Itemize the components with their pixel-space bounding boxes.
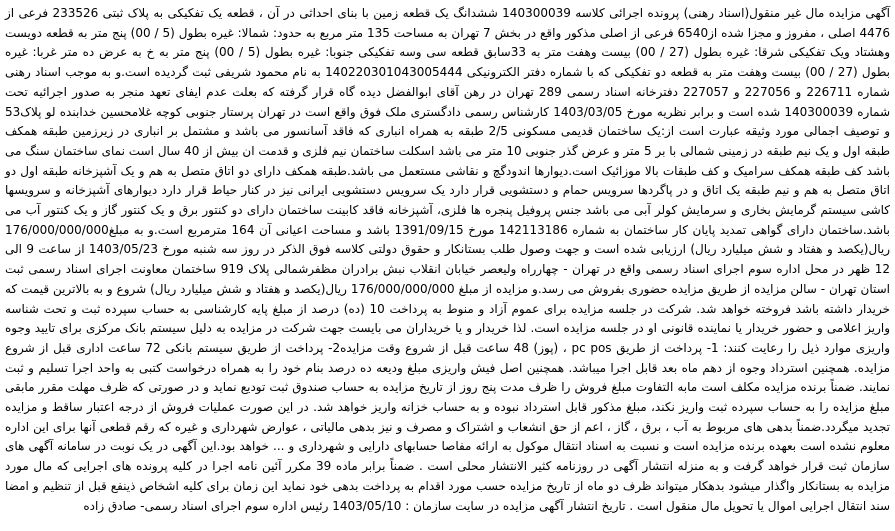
auction-notice-text: آگهی مزایده مال غیر منقول(اسناد رهنی) پرونده اجرائی کلاسه 140300039 ششدانگ یک قطعه زمین با بنای احداثی در آن ، قطعه یک تفکیکی به پلاک ثبتی 233526 فرعی از 4476 اصلی ، مفروز و مجزا شده از6540 فرعی از اصلی مذکور واقع در بخش 7 تهران به مساحت 135 متر مربع به حدود: شمالا: غیره بطول (5 / 00) پنج متر به قطعه دویست وهشتاد ویک تفکیکی شرقا: غیره بطول (27 / 00) بیست وهفت متر به 33سابق قطعه سی وسه تفکیکی جنوبا: غیره بطول (5 / 00) پنج متر به خ به عرض ده متر غربا: غیره بطول (27 / 00) بیست وهفت متر به قطعه دو تفکیکی که با شماره دفتر الکترونیکی 140220301043005444 به نام محمود شریفی ثبت گردیده است.و به موجب اسناد رهنی شماره 226711 و 227056 و 227057 دفترخانه اسناد رسمی 289 تهران در رهن آقای ابوالفضل دیده گاه قرار گرفته که بعلت عدم ایفای تعهد منجر به صدور اجرائیه تحت شماره 140300039 شده است و برابر نظریه مورخ 1403/03/05 کارشناس رسمی دادگستری ملک فوق واقع است در تهران پرستار جنوبی کوچه غلامحسین خدابنده لو پلاک53 و توصیف اجمالی مورد وثیقه عبارت است از:یک ساختمان قدیمی مسکونی 2/5 طبقه به همراه انباری که فاقد آسانسور می باشد و مشتمل بر انباری در زیرزمین طبقه همکف طبقه اول و یک نیم طبقه در زمینی شمالی با بر 5 متر و عرض گذر جنوبی 10 متر می باشد اسکلت ساختمان نیم فلزی و قدمت ان بیش از 40 سال است نمای ساختمان سنگ می باشد کف طبقه همکف سرامیک و کف طبقات بالا موزائیک است.دیوارها اندودگچ و نقاشی مستعمل می باشد.طبقه همکف دارای دو اتاق متصل به هم و یک آشپزخانه طبقه اول دو اتاق متصل به هم و نیم طبقه یک اتاق و در پاگردها سرویس حمام و دستشویی قرار دارد یک سرویس دستشویی ایرانی نیز در کنار حیاط قرار دارد دیوارهای آشپزخانه و سرویسها کاشی سیستم گرمایش بخاری و سرمایش کولر آبی می باشد جنس پروفیل پنجره ها فلزی، آشپزخانه فاقد کابینت ساختمان دارای دو کنتور برق و یک کنتور گاز و یک کنتور آب می باشد.ساختمان دارای گواهی تمدید پایان کار ساختمان به شماره 142113186 مورخ 1391/09/15 باشد و مساحت اعیانی آن 164 مترمربع است.و به مبلغ176/000/000/000 ریال(یکصد و هفتاد و شش میلیارد ریال) ارزیابی شده است و جهت وصول طلب بستانکار و حقوق دولتی کلاسه فوق الذکر در روز سه شنبه مورخ 1403/05/23 از ساعت 9 الی 12 ظهر در محل اداره سوم اجرای اسناد رسمی واقع در تهران - چهارراه ولیعصر خیابان انقلاب نبش برادران مظفرشمالی پلاک 919 ساختمان معاونت اجرای اسناد رسمی ثبت استان تهران - سالن مزایده از طریق مزایده حضوری بفروش می رسد.و مزایده از مبلغ 176/000/000/000 ریال(یکصد و هفتاد و شش میلیارد ریال) شروع و به بالاترین قیمت که خریدار داشته باشد فروخته خواهد شد. شرکت در جلسه مزایده برای عموم آزاد و منوط به پرداخت 10 (ده) درصد از مبلغ پایه کارشناسی به حساب سپرده ثبت و تحت شناسه واریز اعلامی و حضور خریدار یا نماینده قانونی او در جلسه مزایده است. لذا خریدار و یا خریداران می بایست جهت شرکت در مزایده به دلیل سیستم بانک مرکزی برای تایید وجوه واریزی موارد ذیل را رعایت کنند: 1- پرداخت از طریق pc pos ، (پوز) 48 ساعت قبل از شروع وقت مزایده2- پرداخت از طریق سیستم بانکی 72 ساعت اداری قبل از شروع مزایده. همچنین استرداد وجوه از دهم ماه بعد قابل اجرا میباشد. همچنین اصل فیش واریزی مبلغ ودیعه ده درصد بنام خود را به همراه درخواست کتبی به واحد اجرا تسلیم و ثبت نمایند. ضمناً برنده مزایده مکلف است مابه التفاوت مبلغ فروش را ظرف مدت پنج روز از تاریخ مزایده به حساب صندوق ثبت تودیع نماید و در صورتی که ظرف مهلت مقرر مابقی مبلغ مزایده را به حساب سپرده ثبت واریز نکند، مبلغ مذکور قابل استرداد نبوده و به حساب خزانه واریز خواهد شد. در این صورت عملیات فروش از درجه اعتبار ساقط و مزایده تجدید میگردد.ضمناً بدهی های مربوط به آب ، برق ، گاز ، اعم از حق انشعاب و اشتراک و مصرف و نیز بدهی مالیاتی ، عوارض شهرداری و غیره که رقم قطعی آنها برای این اداره معلوم نشده است بعهده برنده مزایده است و نسبت به اسناد انتقال موکول به ارائه مفاصا حسابهای دارایی و شهرداری و ... خواهد بود.این آگهی در یک نوبت در سامانه آگهی های سازمان ثبت قرار خواهد گرفت و به منزله انتشار آگهی در روزنامه کثیر الانتشار محلی است . ضمناً برابر ماده 39 مکرر آئین نامه اجرا در کلیه پرونده های اجرایی که مال مورد مزایده به بستانکار واگذار میشود بدهکار میتواند ظرف دو ماه از تاریخ مزایده حسب مورد اقدام به پرداخت بدهی خود نماید این زمان برای کلیه اشخاص ذینفع قبل از تنظیم و امضا سند انتقال اجرایی اموال یا تحویل مال منقول است . تاریخ انتشار آگهی مزایده در سایت سازمان : 1403/05/10 رئیس اداره سوم اجرای اسناد رسمی- صادق زاده: [5, 6, 891, 513]
